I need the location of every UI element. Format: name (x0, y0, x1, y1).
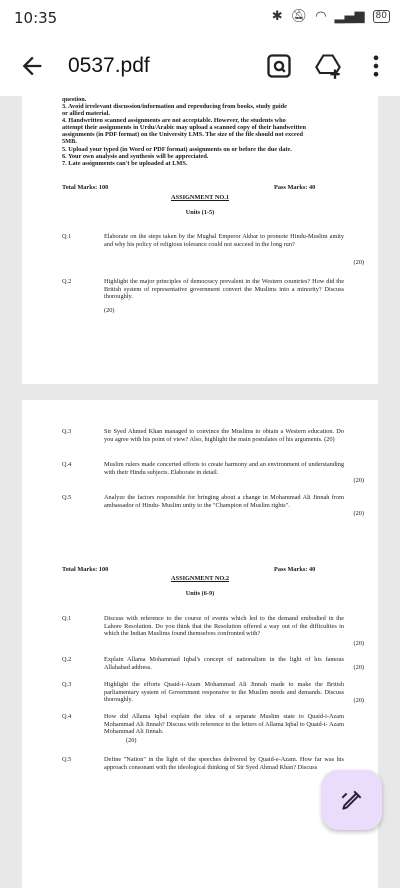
question-marks: (20) (104, 307, 115, 314)
total-marks: Total Marks: 100 (62, 566, 109, 573)
question-number: Q.3 (62, 428, 72, 435)
status-icons (272, 9, 390, 24)
annotate-button[interactable] (322, 770, 382, 830)
status-bar (0, 0, 400, 36)
question-text: Highlight the efforts Quaid-i-Azam Mohammad Ali Jinnah made to make the British parliamentary system of Government responsive to the Muslim needs and demands. Discuss thoroughly. (104, 681, 344, 704)
question-text: Define "Nation" in the light of the speeches delivered by Quaid-e-Azam. How far was his approach consonant with the ideological thinking of Sir Syed Ahmad Khan? Discuss (104, 756, 344, 771)
instruction-line: 7. Late assignments can't be uploaded at LMS. (62, 160, 188, 167)
question-number: Q.2 (62, 656, 72, 663)
question-text: Explain Allama Mohammad Iqbal's concept of nationalism in the light of his famous Allahabad address. (104, 656, 344, 671)
instruction-line: attempt their assignments in Urdu/Arabic may upload a scanned copy of their handwritten (62, 124, 306, 131)
instruction-line: question. (62, 96, 87, 103)
instruction-line: or allied material. (62, 110, 110, 117)
pdf-page-1 (22, 96, 378, 384)
pass-marks: Pass Marks: 40 (274, 184, 316, 191)
add-to-drive-icon[interactable] (314, 52, 342, 80)
status-time: 10:35 (14, 9, 58, 27)
pass-marks: Pass Marks: 40 (274, 566, 316, 573)
signal-icon: ▂▄▆ (334, 9, 365, 24)
question-text: Discuss with reference to the course of events which led to the demand embodied in the Lahore Resolution. Do you think that the Resolution offered a way out of the difficulties in which the Indian Muslims found themselves confronted with? (104, 615, 344, 638)
question-number: Q.5 (62, 756, 72, 763)
view-mode-icon[interactable] (265, 52, 293, 80)
assignment-title: ASSIGNMENT NO.1 (171, 194, 229, 201)
mute-icon: 🔕︎ (290, 9, 308, 24)
instruction-line: assignments (in PDF format) on the University LMS. The size of the file should not exceed (62, 131, 304, 138)
pen-icon (339, 787, 365, 813)
battery-icon: 80 (373, 10, 390, 23)
question-number: Q.1 (62, 615, 72, 622)
wifi-icon: ◠ (315, 9, 327, 24)
bluetooth-icon: ✱ (271, 9, 283, 24)
instruction-line: 3. Avoid irrelevant discussion/information and reproducing from books, study guide (62, 103, 287, 110)
question-marks: (20) (126, 737, 137, 744)
file-title: 0537.pdf (68, 54, 150, 77)
question-number: Q.4 (62, 713, 72, 720)
back-arrow-icon[interactable] (18, 52, 46, 80)
instruction-line: 4. Handwritten scanned assignments are not acceptable. However, the students who (62, 117, 286, 124)
instruction-line: 6. Your own analysis and synthesis will be appreciated. (62, 153, 209, 160)
question-text: Analyze the factors responsible for bringing about a change in Mohammad Ali Jinnah from ambassador of Hindu- Muslim unity to the "Champion of Muslim rights". (104, 494, 344, 509)
question-marks: (20) (353, 664, 364, 671)
question-number: Q.2 (62, 278, 72, 285)
question-text: Muslim rulers made concerted efforts to create harmony and an environment of understanding with their Hindu subjects. Elaborate in detail. (104, 461, 344, 476)
question-marks: (20) (353, 477, 364, 484)
question-marks: (20) (353, 697, 364, 704)
units-label: Units (1-5) (185, 209, 215, 216)
instruction-line: 5MB. (62, 138, 77, 145)
question-marks: (20) (353, 640, 364, 647)
question-text: How did Allama Iqbal explain the idea of a separate Muslim state to Quaid-i-Azam Mohammad Ali Jinnah? Discuss with reference to the letters of Allama Iqbal to Quaid-i- Azam Mohammad Ali Jinnah. (104, 713, 344, 736)
question-number: Q.3 (62, 681, 72, 688)
total-marks: Total Marks: 100 (62, 184, 109, 191)
more-options-icon[interactable] (362, 52, 390, 80)
instruction-line: 5. Upload your typed (in Word or PDF format) assignments on or before the due date. (62, 146, 292, 153)
question-number: Q.1 (62, 233, 72, 240)
question-text: Elaborate on the steps taken by the Mughal Emperor Akbar to promote Hindu-Muslim amity and why his policy of religious tolerance could not succeed in the long run? (104, 233, 344, 248)
assignment-title: ASSIGNMENT NO.2 (171, 575, 229, 582)
units-label: Units (6-9) (185, 590, 215, 597)
question-number: Q.4 (62, 461, 72, 468)
question-marks: (20) (353, 510, 364, 517)
app-bar (0, 36, 400, 96)
question-text: Sir Syed Ahmed Khan managed to convince the Muslims to obtain a Western education. Do you agree with his point of view? Also, highlight the main postulates of his arguments. (20) (104, 428, 344, 443)
question-marks: (20) (353, 259, 364, 266)
question-number: Q.5 (62, 494, 72, 501)
question-text: Highlight the major principles of democracy prevalent in the Western countries? How did the British system of representative government convert the Muslims into a minority? Discuss thoroughly. (104, 278, 344, 301)
